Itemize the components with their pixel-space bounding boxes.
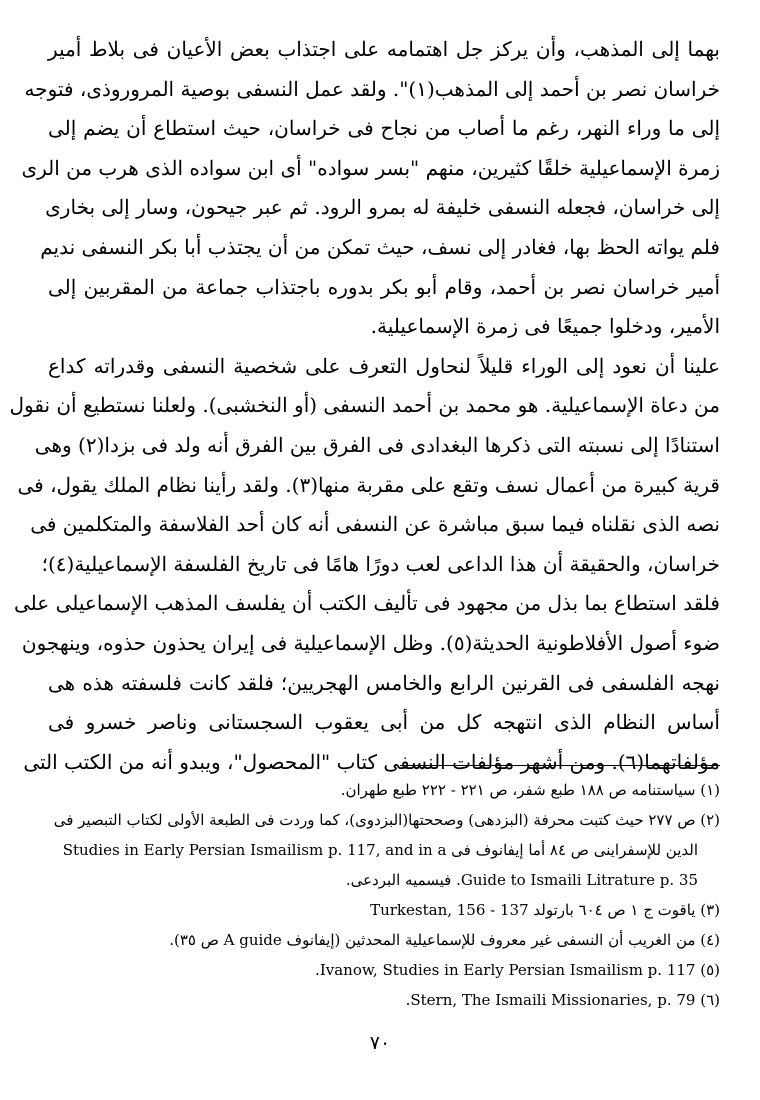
footnote-6: (٦) Stern, The Ismaili Missionaries, p. 79.: [405, 991, 720, 1009]
text-line: خراسان نصر بن أحمد إلى المذهب(١)". ولقد عمل النسفى بوصية المروروذى، فتوجه: [24, 76, 720, 101]
text-line: إلى ما وراء النهر، رغم ما أصاب من نجاح فى خراسان، حيث استطاع أن يضم إلى: [48, 116, 720, 141]
footnote-2-continued: Guide to Ismaili Litrature p. 35. فيسميه البردعى.: [345, 871, 698, 889]
text-line: أساس النظام الذى انتهجه كل من أبى يعقوب السجستانى وناصر خسرو فى: [48, 710, 720, 735]
text-line: استنادًا إلى نسبته التى ذكرها البغدادى فى الفرق بين الفرق أنه ولد فى بزدا(٢) وهى: [34, 432, 720, 457]
footnote-3: (٣) ياقوت ج ١ ص ٦٠٤ بارتولد Turkestan, 156 - 137: [370, 901, 720, 919]
text-line: الأمير، ودخلوا جميعًا فى زمرة الإسماعيلية.: [370, 314, 720, 339]
text-line: إلى خراسان، فجعله النسفى خليفة له بمرو الرود. ثم عبر جيحون، وسار إلى بخارى: [45, 195, 720, 220]
footnote-4: (٤) من الغريب أن النسفى غير معروف للإسماعيلية المحدثين (إيفانوف A guide ص ٣٥).: [169, 931, 720, 949]
text-line: قرية كبيرة من أعمال نسف وتقع على مقربة منها(٣). ولقد رأينا نظام الملك يقول، فى: [17, 472, 720, 497]
text-line: خراسان، والحقيقة أن هذا الداعى لعب دورًا هامًا فى تاريخ الفلسفة الإسماعيلية(٤)؛: [41, 551, 720, 576]
footnote-1: (١) سياستنامه ص ١٨٨ طبع شفر، ص ٢٢١ - ٢٢٢ طبع طهران.: [340, 781, 720, 799]
footnote-2: (٢) ص ٢٧٧ حيث كتبت محرفة (البزدهى) وصححتها(البزدوى)، كما وردت فى الطبعة الأولى لكتاب التبصير فى: [53, 811, 720, 829]
text-line: فلم يواته الحظ بها، فغادر إلى نسف، حيث تمكن من أن يجتذب أبا بكر النسفى نديم: [40, 234, 720, 259]
text-line: نهجه الفلسفى فى القرنين الرابع والخامس الهجريين؛ فلقد كانت فلسفته هذه هى: [48, 670, 720, 695]
footnote-divider: [400, 765, 720, 766]
main-text: [9, 30, 720, 782]
text-line: علينا أن نعود إلى الوراء قليلاً لنحاول التعرف على شخصية النسفى وقدراته كداع: [48, 353, 720, 378]
footnotes: [48, 775, 720, 1015]
footnote-5: (٥) Ivanow, Studies in Early Persian Ismailism p. 117.: [315, 961, 720, 979]
text-line: من دعاة الإسماعيلية. هو محمد بن أحمد النسفى (أو النخشبى). ولعلنا نستطيع أن نقول: [9, 393, 720, 418]
text-line: ضوء أصول الأفلاطونية الحديثة(٥). وظل الإسماعيلية فى إيران يحذون حذوه، وينهجون: [21, 630, 720, 655]
text-line: بهما إلى المذهب، وأن يركز جل اهتمامه على اجتذاب بعض الأعيان فى بلاط أمير: [48, 37, 720, 61]
footnote-2-continued: الدين للإسفراينى ص ٨٤ أما إيفانوف فى Studies in Early Persian Ismailism p. 117, and in a: [62, 841, 698, 859]
text-line: زمرة الإسماعيلية خلقًا كثيرين، منهم "بسر سواده" أى ابن سواده الذى هرب من الرى: [21, 155, 720, 180]
page-number: ٧٠: [369, 1032, 391, 1054]
text-line: نصه الذى نقلناه فيما سبق مباشرة عن النسفى أنه كان أحد الفلاسفة والمتكلمين فى: [30, 512, 720, 537]
text-line: أمير خراسان نصر بن أحمد، وقام أبو بكر بدوره باجتذاب جماعة من المقربين إلى: [48, 274, 720, 299]
text-line: مؤلفاتهما(٦). ومن أشهر مؤلفات النسفى كتاب "المحصول"، ويبدو أنه من الكتب التى: [23, 749, 720, 774]
text-line: فلقد استطاع بما بذل من مجهود فى تأليف الكتب أن يفلسف المذهب الإسماعيلى على: [13, 591, 720, 616]
